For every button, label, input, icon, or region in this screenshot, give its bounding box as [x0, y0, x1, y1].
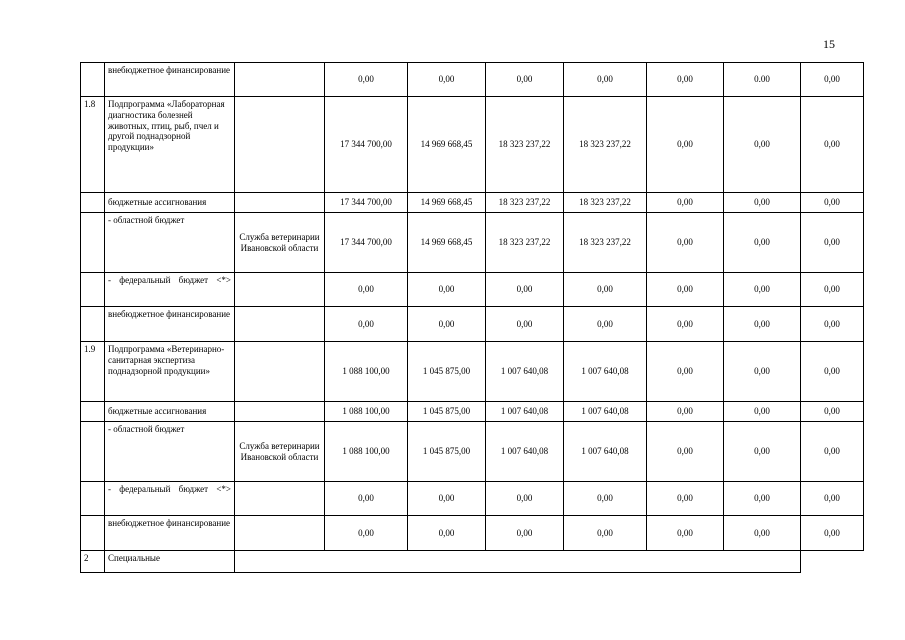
value-cell: 0,00	[325, 63, 408, 97]
row-name: - федеральный бюджет <*>	[105, 273, 235, 307]
value-cell: 0,00	[564, 307, 647, 342]
table-row	[81, 516, 864, 551]
row-name: - областной бюджет	[105, 213, 235, 273]
row-number	[81, 307, 105, 342]
value-cell: 0,00	[647, 213, 724, 273]
value-cell: 0,00	[801, 213, 864, 273]
value-cell: 0,00	[325, 307, 408, 342]
table-row	[81, 63, 864, 97]
value-cell: 0,00	[724, 402, 801, 422]
value-cell: 1 007 640,08	[564, 402, 647, 422]
value-cell: 0,00	[647, 422, 724, 482]
value-cell: 0,00	[724, 193, 801, 213]
value-cell: 0,00	[801, 482, 864, 516]
table-row	[81, 402, 864, 422]
value-cell: 18 323 237,22	[486, 97, 564, 193]
value-cell: 0,00	[801, 307, 864, 342]
value-cell: 0,00	[724, 307, 801, 342]
value-cell: 0,00	[486, 307, 564, 342]
value-cell: 0,00	[801, 273, 864, 307]
table-row	[81, 97, 864, 193]
value-cell: 1 045 875,00	[408, 342, 486, 402]
table-row	[81, 551, 864, 573]
row-number	[81, 516, 105, 551]
value-cell: 0,00	[647, 402, 724, 422]
row-executor	[235, 193, 325, 213]
value-cell: 0,00	[647, 193, 724, 213]
value-cell: 0,00	[647, 63, 724, 97]
value-cell: 0.00	[724, 63, 801, 97]
value-cell: 1 007 640,08	[564, 422, 647, 482]
row-name: Подпрограмма «Лабораторная диагностика болезней животных, птиц, рыб, пчел и другой поднадзорной продукции»	[105, 97, 235, 193]
value-cell: 0,00	[486, 273, 564, 307]
value-cell: 0,00	[647, 97, 724, 193]
table-row	[81, 273, 864, 307]
page-number: 15	[823, 37, 835, 51]
row-executor	[235, 307, 325, 342]
table-row	[81, 213, 864, 273]
row-number: 1.8	[81, 97, 105, 193]
row-name: внебюджетное финансирование	[105, 516, 235, 551]
value-cell: 0,00	[486, 482, 564, 516]
value-cell: 0,00	[564, 516, 647, 551]
row-name: - областной бюджет	[105, 422, 235, 482]
row-number	[81, 482, 105, 516]
row-name: внебюджетное финансирование	[105, 63, 235, 97]
row-number: 1.9	[81, 342, 105, 402]
row-executor	[235, 63, 325, 97]
value-cell: 18 323 237,22	[564, 97, 647, 193]
row-number	[81, 402, 105, 422]
row-executor	[235, 273, 325, 307]
row-executor	[235, 342, 325, 402]
value-cell: 18 323 237,22	[486, 193, 564, 213]
value-cell: 0,00	[564, 273, 647, 307]
value-cell: 0,00	[724, 422, 801, 482]
table-row	[81, 193, 864, 213]
value-cell: 0,00	[408, 516, 486, 551]
value-cell: 0,00	[564, 63, 647, 97]
value-cell: 14 969 668,45	[408, 193, 486, 213]
value-cell: 17 344 700,00	[325, 213, 408, 273]
value-cell: 0,00	[801, 342, 864, 402]
value-cell: 0,00	[724, 273, 801, 307]
value-cell: 1 007 640,08	[564, 342, 647, 402]
value-cell: 18 323 237,22	[564, 193, 647, 213]
value-cell: 1 045 875,00	[408, 422, 486, 482]
value-cell: 0,00	[801, 422, 864, 482]
row-number	[81, 63, 105, 97]
value-cell: 17 344 700,00	[325, 97, 408, 193]
row-name: - федеральный бюджет <*>	[105, 482, 235, 516]
row-name: Подпрограмма «Ветеринарно-санитарная экспертиза поднадзорной продукции»	[105, 342, 235, 402]
table-row	[81, 342, 864, 402]
row-number	[81, 213, 105, 273]
value-cell: 0,00	[408, 273, 486, 307]
value-cell: 1 088 100,00	[325, 342, 408, 402]
value-cell: 0,00	[724, 97, 801, 193]
value-cell: 0,00	[647, 342, 724, 402]
table-row	[81, 422, 864, 482]
value-cell: 1 007 640,08	[486, 422, 564, 482]
value-cell: 0,00	[325, 516, 408, 551]
value-cell: 18 323 237,22	[486, 213, 564, 273]
empty-cell	[801, 551, 864, 573]
value-cell: 0,00	[801, 97, 864, 193]
row-name: бюджетные ассигнования	[105, 193, 235, 213]
value-cell: 0,00	[408, 482, 486, 516]
value-cell: 0,00	[647, 273, 724, 307]
value-cell: 0,00	[724, 213, 801, 273]
row-executor	[235, 97, 325, 193]
value-cell: 0,00	[801, 63, 864, 97]
row-executor	[235, 516, 325, 551]
value-cell: 1 045 875,00	[408, 402, 486, 422]
value-cell: 1 088 100,00	[325, 402, 408, 422]
row-number: 2	[81, 551, 105, 573]
row-number	[81, 193, 105, 213]
row-executor	[235, 482, 325, 516]
value-cell: 0,00	[408, 307, 486, 342]
value-cell: 0,00	[724, 516, 801, 551]
value-cell: 0,00	[564, 482, 647, 516]
budget-table	[80, 62, 864, 573]
row-executor: Служба ветеринарии Ивановской области	[235, 422, 325, 482]
value-cell: 18 323 237,22	[564, 213, 647, 273]
value-cell: 0,00	[647, 307, 724, 342]
row-name: внебюджетное финансирование	[105, 307, 235, 342]
value-cell: 1 088 100,00	[325, 422, 408, 482]
value-cell: 14 969 668,45	[408, 97, 486, 193]
value-cell: 0,00	[486, 63, 564, 97]
value-cell: 0,00	[724, 342, 801, 402]
value-cell: 1 007 640,08	[486, 402, 564, 422]
value-cell: 0,00	[647, 516, 724, 551]
value-cell: 0,00	[408, 63, 486, 97]
value-cell: 0,00	[325, 273, 408, 307]
value-cell: 0,00	[801, 193, 864, 213]
value-cell: 0,00	[801, 402, 864, 422]
value-cell: 0,00	[647, 482, 724, 516]
value-cell: 0,00	[325, 482, 408, 516]
value-cell: 0,00	[486, 516, 564, 551]
row-executor	[235, 402, 325, 422]
value-cell: 1 007 640,08	[486, 342, 564, 402]
value-cell: 0,00	[801, 516, 864, 551]
row-executor: Служба ветеринарии Ивановской области	[235, 213, 325, 273]
table-row	[81, 307, 864, 342]
table-row	[81, 482, 864, 516]
empty-span-cell	[235, 551, 801, 573]
row-number	[81, 422, 105, 482]
row-name: бюджетные ассигнования	[105, 402, 235, 422]
value-cell: 14 969 668,45	[408, 213, 486, 273]
value-cell: 0,00	[724, 482, 801, 516]
row-number	[81, 273, 105, 307]
row-name: Специальные	[105, 551, 235, 573]
value-cell: 17 344 700,00	[325, 193, 408, 213]
